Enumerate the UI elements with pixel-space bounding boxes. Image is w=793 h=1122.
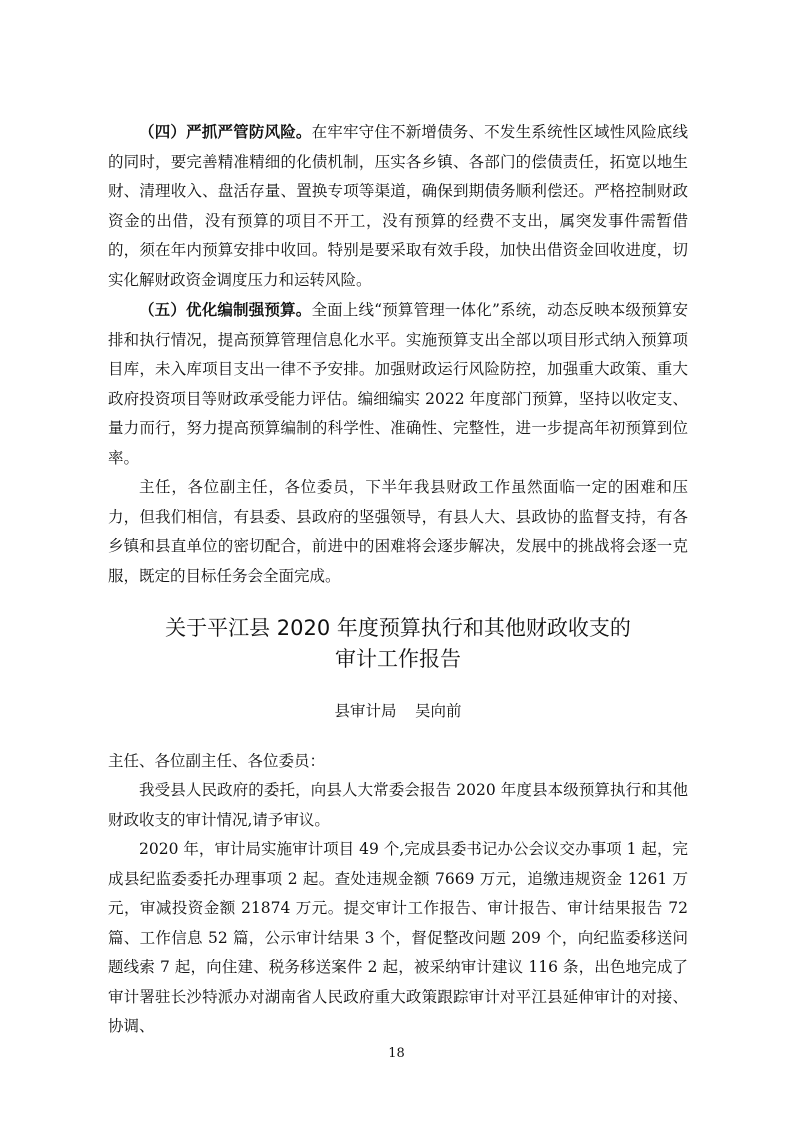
closing-paragraph: 主任，各位副主任，各位委员，下半年我县财政工作虽然面临一定的困难和压力，但我们相信，有县委、县政府的坚强领导，有县人大、县政协的监督支持，有各乡镇和县直单位的密切配合，前进中的困难将会逐步解决，发展中的挑战将会逐一克服，既定的目标任务会全面完成。 [108,478,688,585]
page-number: 18 [388,1046,405,1061]
page-content [108,117,688,1042]
report-title-line-1: 关于平江县 2020 年度预算执行和其他财政收支的 [165,616,631,640]
report-paragraph-2: 2020 年，审计局实施审计项目 49 个,完成县委书记办公会议交办事项 1 起，完成县纪监委委托办理事项 2 起。查处违规金额 7669 万元，追缴违规资金 1261 万元，审减投资金额 21874 万元。提交审计工作报告、审计报告、审计结果报告 72 篇、工作信息 52 篇，公示审计结果 3 个，督促整改问题 209 个，向纪监委移送问题线索 7 起，向住建、税务移送案件 2 起，被采纳审计建议 116 条，出色地完成了审计署驻长沙特派办对湖南省人民政府重大政策跟踪审计对平江县延伸审计的对接、协调、 [108,840,688,1035]
section-four-body: 在牢牢守住不新增债务、不发生系统性区域性风险底线的同时，要完善精准精细的化债机制，压实各乡镇、各部门的偿债责任，拓宽以地生财、清理收入、盘活存量、置换专项等渠道，确保到期债务顺利偿还。严格控制财政资金的出借，没有预算的项目不开工，没有预算的经费不支出，属突发事件需暂借的，须在年内预算安排中收回。特别是要采取有效手段，加快出借资金回收进度，切实化解财政资金调度压力和运转风险。 [108,123,688,289]
section-five-paragraph [108,295,688,473]
report-paragraph-1: 我受县人民政府的委托，向县人大常委会报告 2020 年度县本级预算执行和其他财政收支的审计情况,请予审议。 [108,781,688,829]
section-five-body: 全面上线“预算管理一体化”系统，动态反映本级预算安排和执行情况，提高预算管理信息化水平。实施预算支出全部以项目形式纳入预算项目库，未入库项目支出一律不予安排。加强财政运行风险防控，加强重大政策、重大政府投资项目等财政承受能力评估。编细编实 2022 年度部门预算，坚持以收定支、量力而行，努力提高预算编制的科学性、准确性、完整性，进一步提高年初预算到位率。 [108,301,688,467]
salutation: 主任、各位副主任、各位委员： [108,751,326,770]
section-five-heading: （五）优化编制强预算。 [139,300,312,319]
section-four-heading: （四）严抓严管防风险。 [139,122,312,141]
report-author [108,697,688,727]
report-title-line-2: 审计工作报告 [335,647,461,671]
section-four-paragraph [108,117,688,295]
report-title [108,613,688,675]
author-name: 吴向前 [415,702,462,720]
author-organization: 县审计局 [334,702,397,720]
